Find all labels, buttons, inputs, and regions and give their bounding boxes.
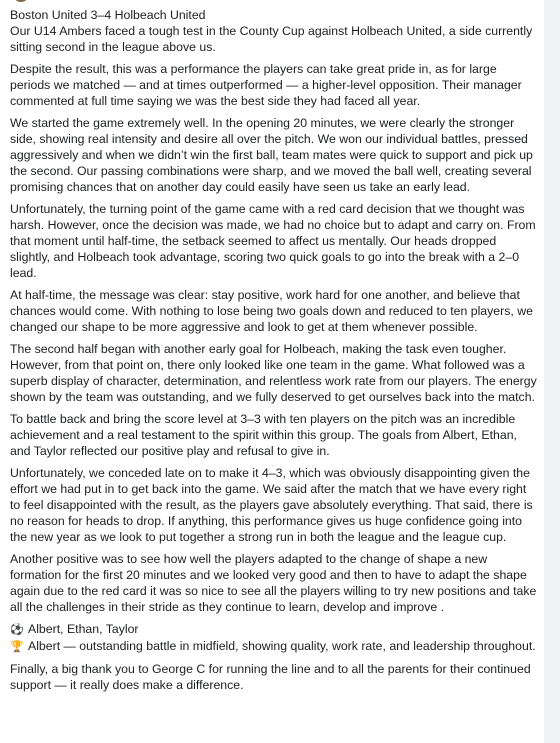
paragraph-intro: Our U14 Ambers faced a tough test in the County Cup against Holbeach United, a side currently sitting second in the league above us. — [10, 24, 533, 54]
post-body — [10, 7, 538, 699]
match-title: Boston United 3–4 Holbeach United — [10, 8, 206, 22]
trophy-icon: 🏆 — [10, 641, 24, 653]
paragraph-second-half: The second half began with another early goal for Holbeach, making the task even tougher. However, from that point on, there only looked like one team in the game. What followed was a superb display of character, determination, and relentless work rate from our players. The energy shown by the team was outstanding, and we fully deserved to get ourselves back into the match. — [10, 342, 537, 404]
paragraph-start: We started the game extremely well. In the opening 20 minutes, we were clearly the stronger side, showing real intensity and desire all over the pitch. We won our individual battles, pressed aggressively and when we didn’t win the first ball, team mates were quick to support and pick up the second. Our passing combinations were sharp, and we moved the ball well, creating several promising chances that on another day could easily have seen us take an early lead. — [10, 116, 533, 194]
award-text: Albert — outstanding battle in midfield, showing quality, work rate, and leadership throughout. — [28, 639, 536, 653]
paragraph-half-time: At half-time, the message was clear: stay positive, work hard for one another, and believe that chances would come. With nothing to lose being two goals down and reduced to ten players, we changed our shape to be more aggressive and look to get at them whenever possible. — [10, 288, 533, 334]
paragraph-thanks: Finally, a big thank you to George C for running the line and to all the parents for their continued support — it really does make a difference. — [10, 662, 531, 692]
paragraph-red-card: Unfortunately, the turning point of the game came with a red card decision that we thought was harsh. However, once the decision was made, we had no choice but to adapt and carry on. From that moment until half-time, the setback seemed to affect us mentally. Our heads dropped slightly, and Holbeach took advantage, scoring two quick goals to go into the break with a 2–0 lead. — [10, 202, 536, 280]
football-icon: ⚽ — [10, 624, 24, 636]
scrollbar[interactable] — [544, 0, 560, 743]
paragraph-late-goal: Unfortunately, we conceded late on to make it 4–3, which was obviously disappointing given the effort we had put in to get back into the game. We said after the match that we have every right to feel disappointed with the result, as the players gave absolutely everything. That said, there is no reason for heads to drop. If anything, this performance gives us huge confidence going into the new year as we look to put together a strong run in both the league and the league cup. — [10, 466, 533, 544]
paragraph-comeback: To battle back and bring the score level at 3–3 with ten players on the pitch was an incredible achievement and a real testament to the spirit within this group. The goals from Albert, Ethan, and Taylor reflected our positive play and refusal to give in. — [10, 412, 517, 458]
avatar[interactable] — [14, 0, 28, 2]
paragraph-adaptation: Another positive was to see how well the players adapted to the change of shape a new formation for the first 20 minutes and we looked very good and then to have to adapt the shape again due to the red card it was so nice to see all the players willing to try new positions and take all the challenges in their stride as they continue to learn, develop and improve . — [10, 552, 537, 614]
paragraph-result: Despite the result, this was a performance the players can take great pride in, as for large periods we matched — and at times outperformed — a higher-level opposition. Their manager commented at full time saying we was the best side they had faced all year. — [10, 62, 522, 108]
award-line — [10, 638, 538, 655]
scorers-text: Albert, Ethan, Taylor — [28, 622, 139, 636]
scorers-line — [10, 621, 538, 638]
